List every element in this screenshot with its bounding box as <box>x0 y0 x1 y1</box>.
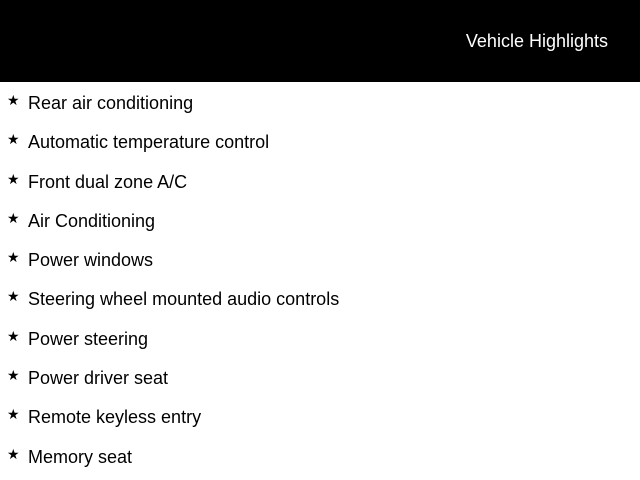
list-item <box>0 161 640 200</box>
list-item-label: Power driver seat <box>28 368 169 389</box>
list-item-label: Automatic temperature control <box>28 132 270 153</box>
list-item-label: Remote keyless entry <box>28 407 202 428</box>
star-icon: ★ <box>7 406 20 423</box>
list-item <box>0 82 640 121</box>
list-item-label: Power steering <box>28 328 149 349</box>
list-item <box>0 436 640 475</box>
list-item <box>0 396 640 435</box>
list-item <box>0 278 640 317</box>
list-item-label: Front dual zone A/C <box>28 171 188 192</box>
star-icon: ★ <box>7 367 20 384</box>
star-icon: ★ <box>7 170 20 187</box>
star-icon: ★ <box>7 131 20 148</box>
star-icon: ★ <box>7 288 20 305</box>
list-item-label: Power windows <box>28 250 154 271</box>
highlights-list <box>0 82 640 475</box>
list-item-label: Memory seat <box>28 446 133 467</box>
list-item-label: Steering wheel mounted audio controls <box>28 289 340 310</box>
list-item <box>0 357 640 396</box>
list-item <box>0 318 640 357</box>
header-title: Vehicle Highlights <box>465 31 608 51</box>
star-icon: ★ <box>7 327 20 344</box>
list-item-label: Rear air conditioning <box>28 93 194 113</box>
star-icon: ★ <box>7 249 20 266</box>
star-icon: ★ <box>7 445 20 462</box>
header-bar <box>0 0 640 82</box>
list-item <box>0 121 640 160</box>
list-item <box>0 239 640 278</box>
star-icon: ★ <box>7 209 20 226</box>
list-item-label: Air Conditioning <box>28 210 156 231</box>
star-icon: ★ <box>7 92 20 108</box>
list-item <box>0 200 640 239</box>
